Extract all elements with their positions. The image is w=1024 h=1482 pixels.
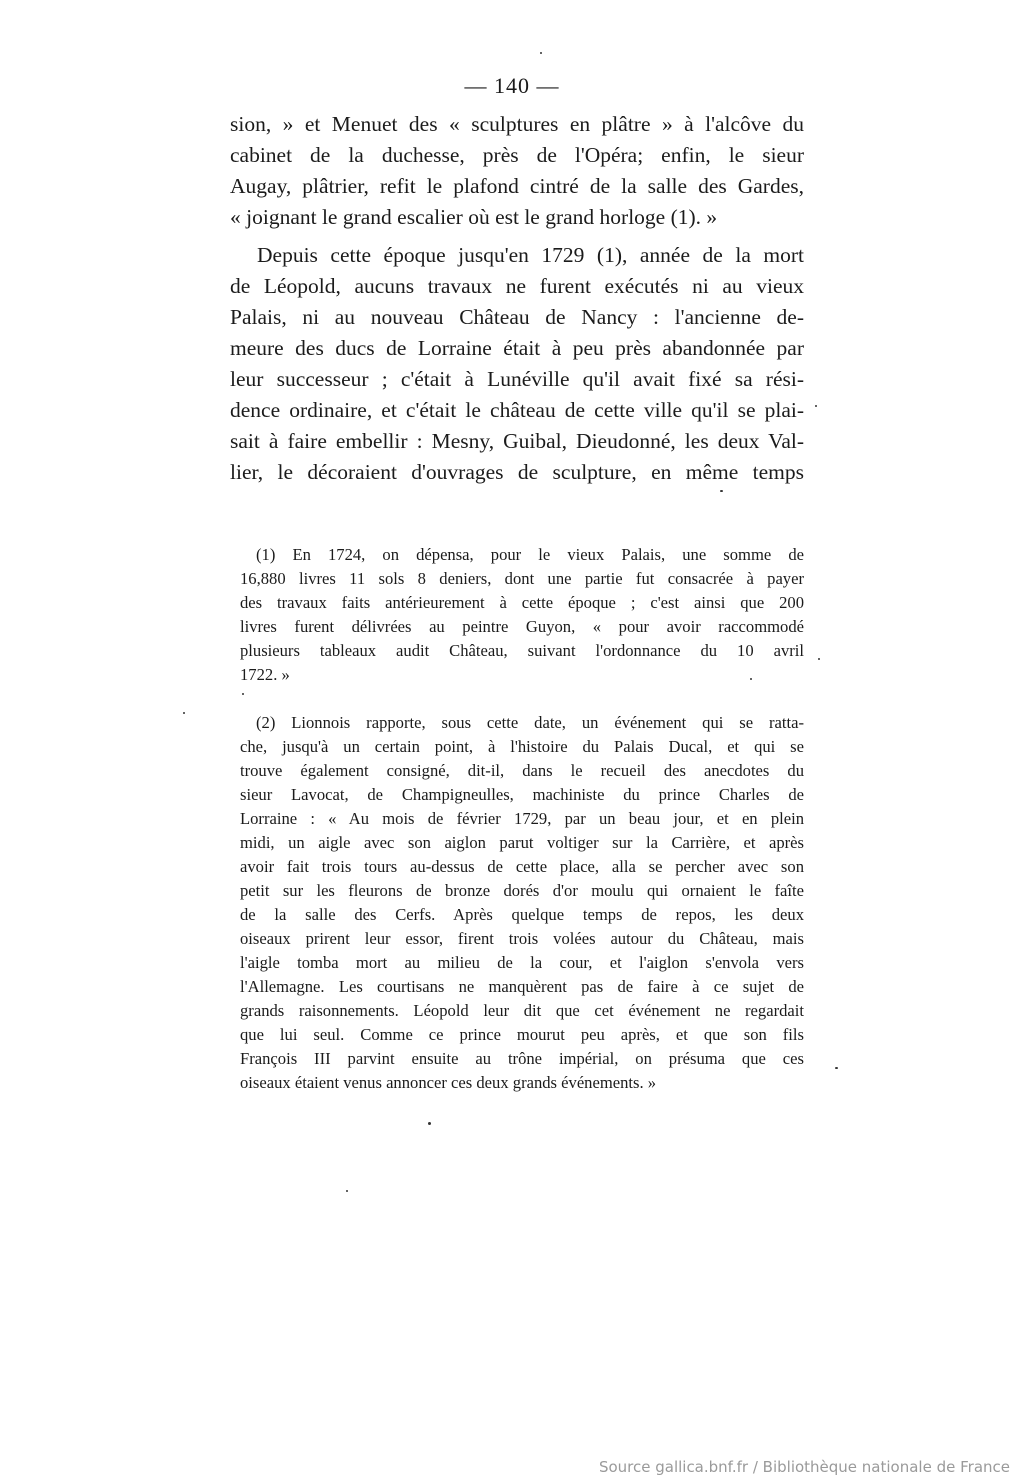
text-line: dence ordinaire, et c'était le château de cette ville qu'il se plai- bbox=[230, 398, 804, 422]
paragraph-start: Depuis cette époque jusqu'en 1729 (1), année de la mort bbox=[257, 243, 804, 267]
scan-speck bbox=[242, 693, 244, 695]
footnote-line: (1) En 1724, on dépensa, pour le vieux Palais, une somme de bbox=[256, 545, 804, 564]
text-line: de Léopold, aucuns travaux ne furent exécutés ni au vieux bbox=[230, 274, 804, 298]
scan-speck bbox=[428, 1122, 431, 1125]
text-line: cabinet de la duchesse, près de l'Opéra; enfin, le sieur bbox=[230, 143, 804, 167]
scan-speck bbox=[720, 490, 723, 492]
footnote-1 bbox=[240, 543, 804, 687]
footnote-line: oiseaux prirent leur essor, firent trois volées autour du Château, mais bbox=[240, 929, 804, 948]
footnote-line: l'aigle tomba mort au milieu de la cour, et l'aiglon s'envola vers bbox=[240, 953, 804, 972]
footnote-line: grands raisonnements. Léopold leur dit que cet événement ne regardait bbox=[240, 1001, 804, 1020]
scan-speck bbox=[540, 52, 542, 54]
scan-speck bbox=[750, 678, 752, 680]
footnote-line: de la salle des Cerfs. Après quelque temps de repos, les deux bbox=[240, 905, 804, 924]
footnote-line: des travaux faits antérieurement à cette époque ; c'est ainsi que 200 bbox=[240, 593, 804, 612]
footnote-line: trouve également consigné, dit-il, dans le recueil des anecdotes du bbox=[240, 761, 804, 780]
text-line: lier, le décoraient d'ouvrages de sculpture, en même temps bbox=[230, 460, 804, 484]
source-attribution: Source gallica.bnf.fr / Bibliothèque nationale de France bbox=[598, 1458, 1010, 1476]
scan-speck bbox=[346, 1190, 348, 1192]
footnote-line: (2) Lionnois rapporte, sous cette date, un événement qui se ratta- bbox=[256, 713, 804, 732]
footnote-line: l'Allemagne. Les courtisans ne manquèrent pas de faire à ce sujet de bbox=[240, 977, 804, 996]
footnote-line: plusieurs tableaux audit Château, suivant l'ordonnance du 10 avril bbox=[240, 641, 804, 660]
footnote-line: che, jusqu'à un certain point, à l'histoire du Palais Ducal, et qui se bbox=[240, 737, 804, 756]
scan-speck bbox=[818, 658, 820, 660]
text-line: leur successeur ; c'était à Lunéville qu'il avait fixé sa rési- bbox=[230, 367, 804, 391]
footnote-line: 1722. » bbox=[240, 665, 290, 684]
footnote-line: avoir fait trois tours au-dessus de cette place, alla se percher avec son bbox=[240, 857, 804, 876]
text-line: meure des ducs de Lorraine était à peu près abandonnée par bbox=[230, 336, 804, 360]
footnote-line: petit sur les fleurons de bronze dorés d'or moulu qui ornaient le faîte bbox=[240, 881, 804, 900]
footnote-line: midi, un aigle avec son aiglon parut voltiger sur la Carrière, et après bbox=[240, 833, 804, 852]
text-line: Augay, plâtrier, refit le plafond cintré de la salle des Gardes, bbox=[230, 174, 804, 198]
text-line: Palais, ni au nouveau Château de Nancy : l'ancienne de- bbox=[230, 305, 804, 329]
footnote-line: François III parvint ensuite au trône impérial, on présuma que ces bbox=[240, 1049, 804, 1068]
footnote-line: livres furent délivrées au peintre Guyon, « pour avoir raccommodé bbox=[240, 617, 804, 636]
footnote-2 bbox=[240, 711, 804, 1095]
text-line: sait à faire embellir : Mesny, Guibal, Dieudonné, les deux Val- bbox=[230, 429, 804, 453]
main-text bbox=[230, 109, 804, 488]
scan-speck bbox=[183, 712, 185, 714]
scan-speck bbox=[835, 1067, 838, 1069]
text-line: sion, » et Menuet des « sculptures en plâtre » à l'alcôve du bbox=[230, 112, 804, 136]
scan-speck bbox=[815, 405, 817, 407]
footnote-line: oiseaux étaient venus annoncer ces deux grands événements. » bbox=[240, 1073, 657, 1092]
footnote-line: 16,880 livres 11 sols 8 deniers, dont une partie fut consacrée à payer bbox=[240, 569, 804, 588]
footnote-line: que lui seul. Comme ce prince mourut peu après, et que son fils bbox=[240, 1025, 804, 1044]
footnote-line: Lorraine : « Au mois de février 1729, par un beau jour, et en plein bbox=[240, 809, 804, 828]
footnote-line: sieur Lavocat, de Champigneulles, machiniste du prince Charles de bbox=[240, 785, 804, 804]
text-line: « joignant le grand escalier où est le grand horloge (1). » bbox=[230, 205, 718, 229]
page-number: — 140 — bbox=[464, 73, 560, 98]
